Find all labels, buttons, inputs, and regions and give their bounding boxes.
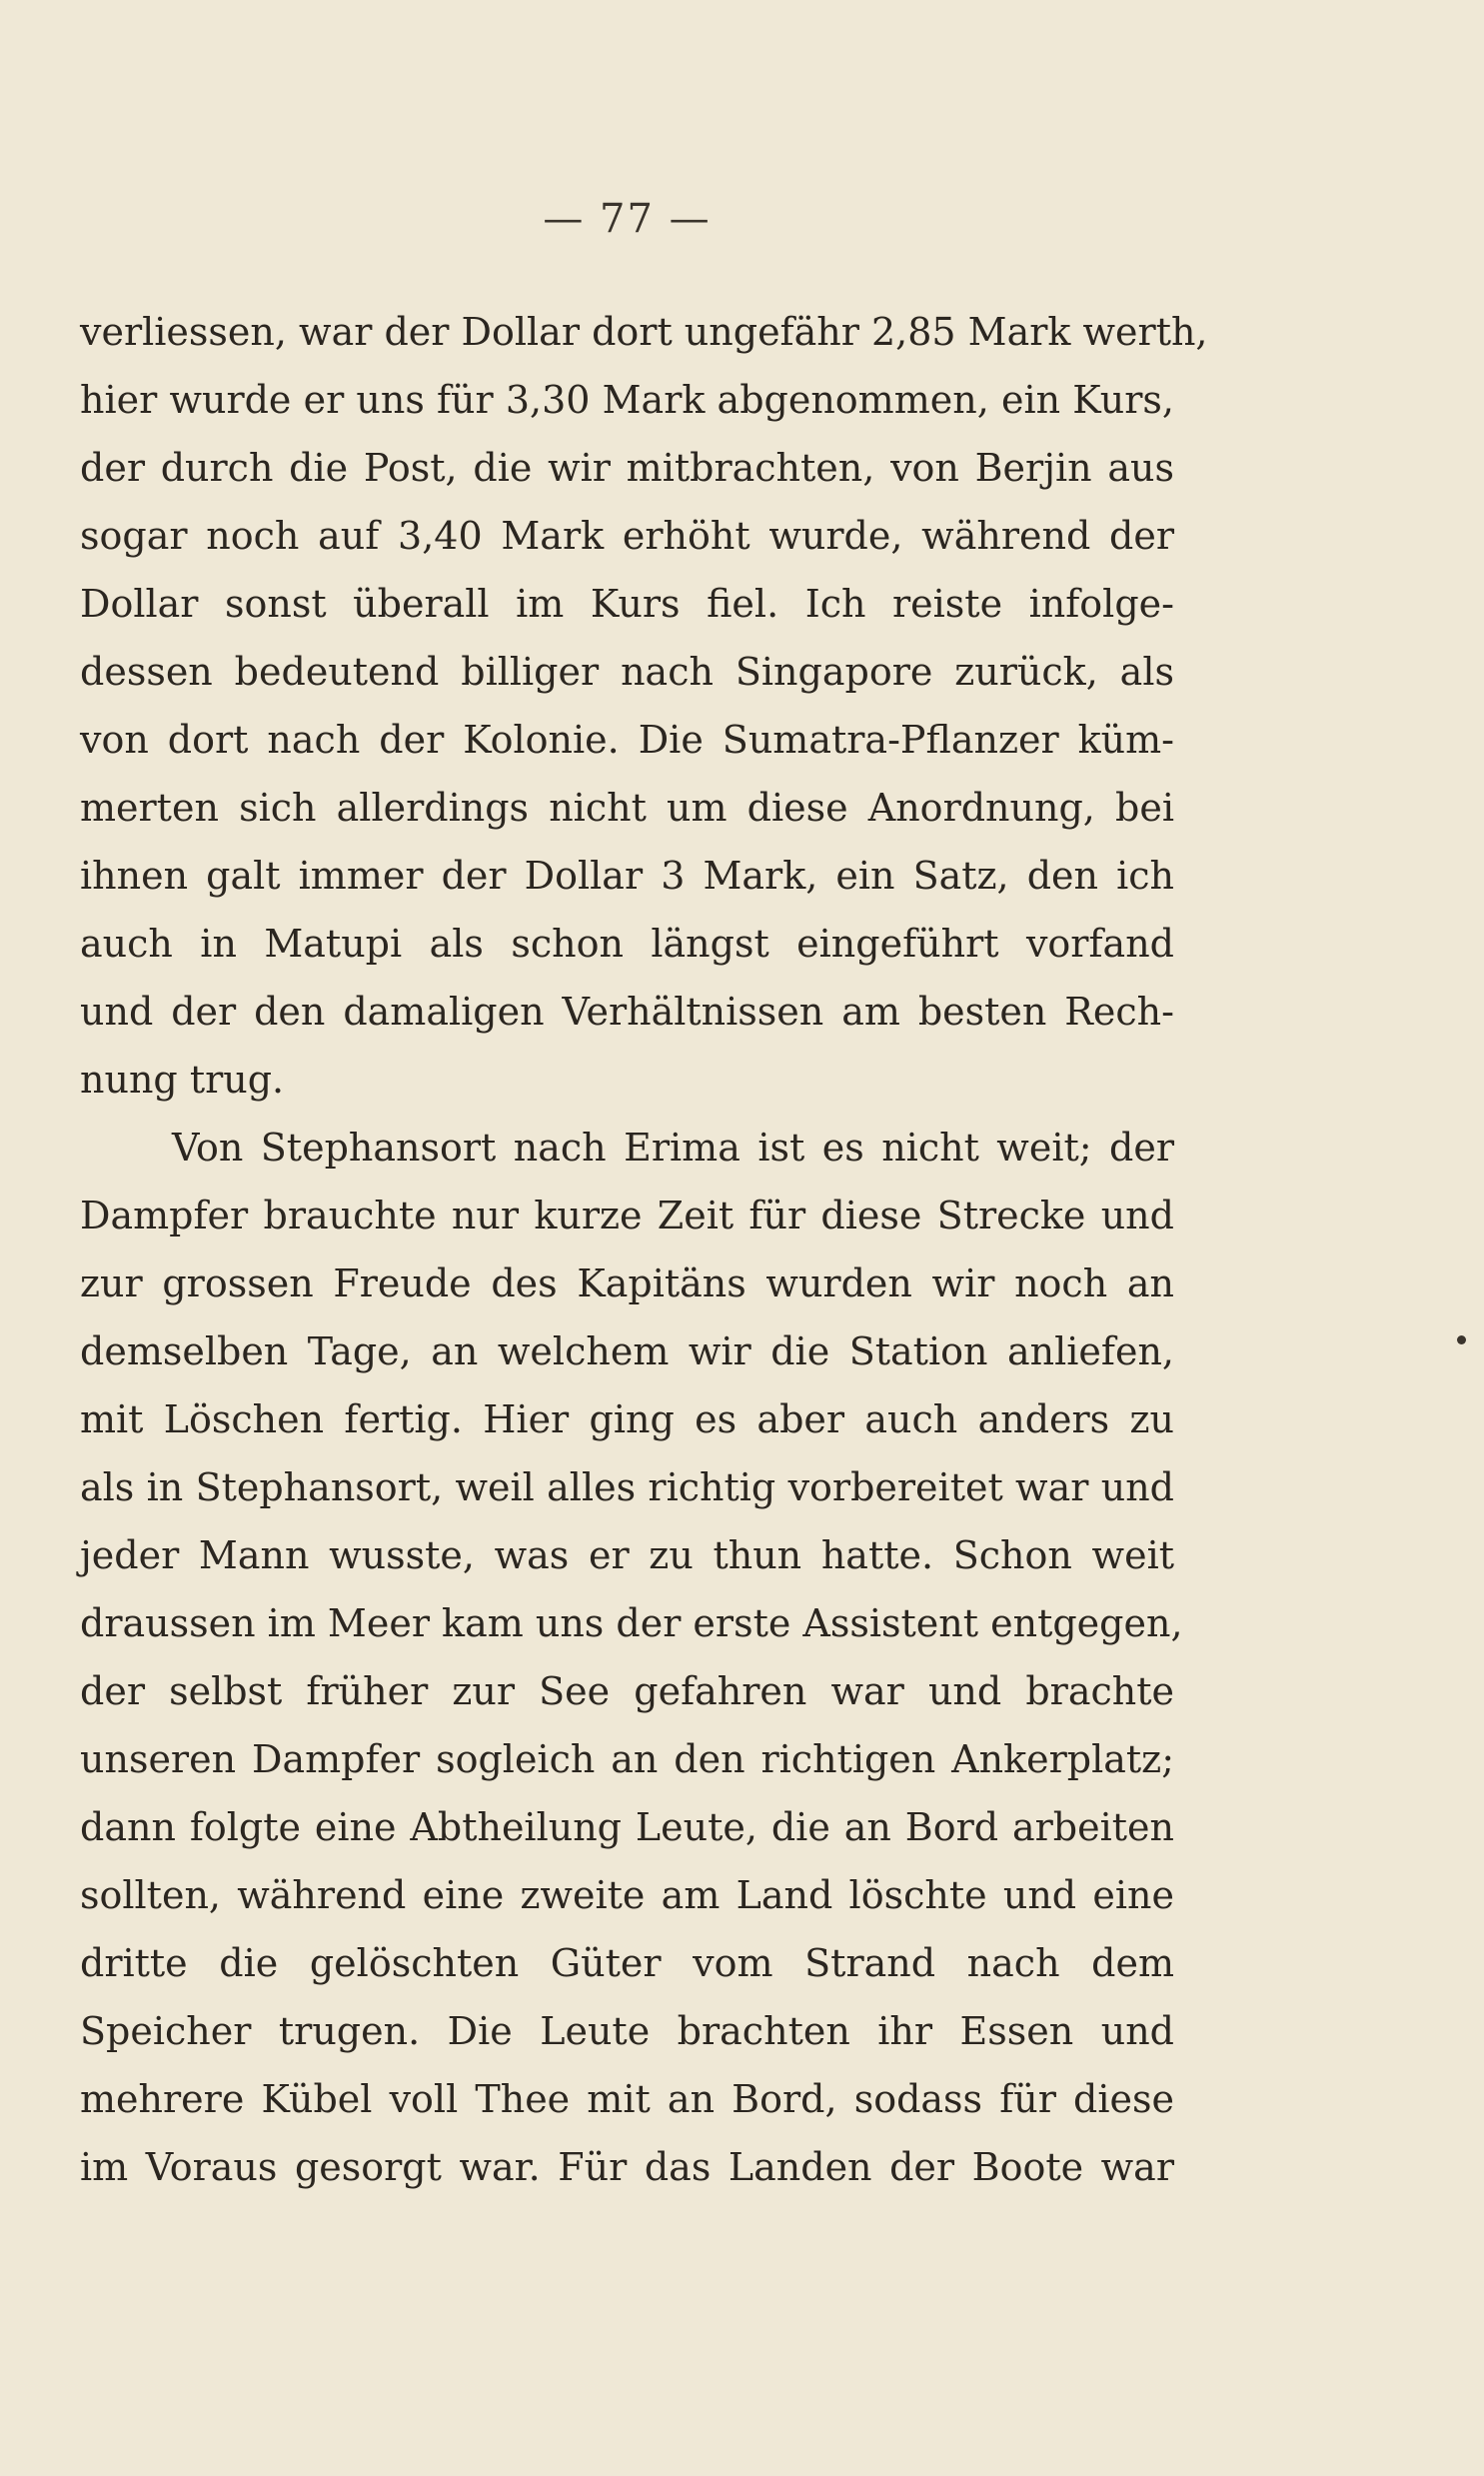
- text-line: und der den damaligen Verhältnissen am besten Rech-: [80, 990, 1174, 1034]
- text-line: der selbst früher zur See gefahren war und brachte: [80, 1669, 1174, 1713]
- text-line: sogar noch auf 3,40 Mark erhöht wurde, während der: [80, 514, 1174, 558]
- text-line: demselben Tage, an welchem wir die Station anliefen,: [80, 1329, 1174, 1373]
- body-text: [80, 298, 1208, 2201]
- text-line: mehrere Kübel voll Thee mit an Bord, sodass für diese: [80, 2077, 1174, 2121]
- text-line: verliessen, war der Dollar dort ungefähr 2,85 Mark werth,: [80, 310, 1208, 354]
- page-number: — 77 —: [543, 196, 712, 242]
- text-line: unseren Dampfer sogleich an den richtigen Ankerplatz;: [80, 1737, 1174, 1781]
- paragraph-start-line: Von Stephansort nach Erima ist es nicht weit; der: [172, 1126, 1174, 1170]
- text-line: zur grossen Freude des Kapitäns wurden wir noch an: [80, 1261, 1174, 1305]
- text-line: dessen bedeutend billiger nach Singapore zurück, als: [80, 650, 1174, 694]
- text-line: Speicher trugen. Die Leute brachten ihr Essen und: [80, 2009, 1174, 2053]
- text-line: auch in Matupi als schon längst eingeführt vorfand: [80, 922, 1174, 966]
- text-line: hier wurde er uns für 3,30 Mark abgenommen, ein Kurs,: [80, 378, 1174, 422]
- paragraph-end-line: nung trug.: [80, 1058, 285, 1102]
- text-line: Dampfer brauchte nur kurze Zeit für diese Strecke und: [80, 1194, 1174, 1238]
- text-line: dann folgte eine Abtheilung Leute, die an Bord arbeiten: [80, 1805, 1174, 1849]
- text-line: jeder Mann wusste, was er zu thun hatte. Schon weit: [80, 1533, 1174, 1577]
- text-line: merten sich allerdings nicht um diese Anordnung, bei: [80, 786, 1174, 830]
- text-line: Dollar sonst überall im Kurs fiel. Ich reiste infolge-: [80, 582, 1174, 626]
- text-line: draussen im Meer kam uns der erste Assistent entgegen,: [80, 1601, 1183, 1645]
- text-line: dritte die gelöschten Güter vom Strand nach dem: [80, 1941, 1174, 1985]
- text-line: ihnen galt immer der Dollar 3 Mark, ein Satz, den ich: [80, 854, 1174, 898]
- text-line: mit Löschen fertig. Hier ging es aber auch anders zu: [80, 1397, 1174, 1441]
- ink-speck: [1457, 1335, 1466, 1344]
- text-line: sollten, während eine zweite am Land löschte und eine: [80, 1873, 1174, 1917]
- text-line: der durch die Post, die wir mitbrachten, von Berjin aus: [80, 446, 1174, 490]
- text-line: als in Stephansort, weil alles richtig vorbereitet war und: [80, 1465, 1174, 1509]
- text-line: im Voraus gesorgt war. Für das Landen der Boote war: [80, 2145, 1174, 2189]
- text-line: von dort nach der Kolonie. Die Sumatra-Pflanzer küm-: [80, 718, 1174, 762]
